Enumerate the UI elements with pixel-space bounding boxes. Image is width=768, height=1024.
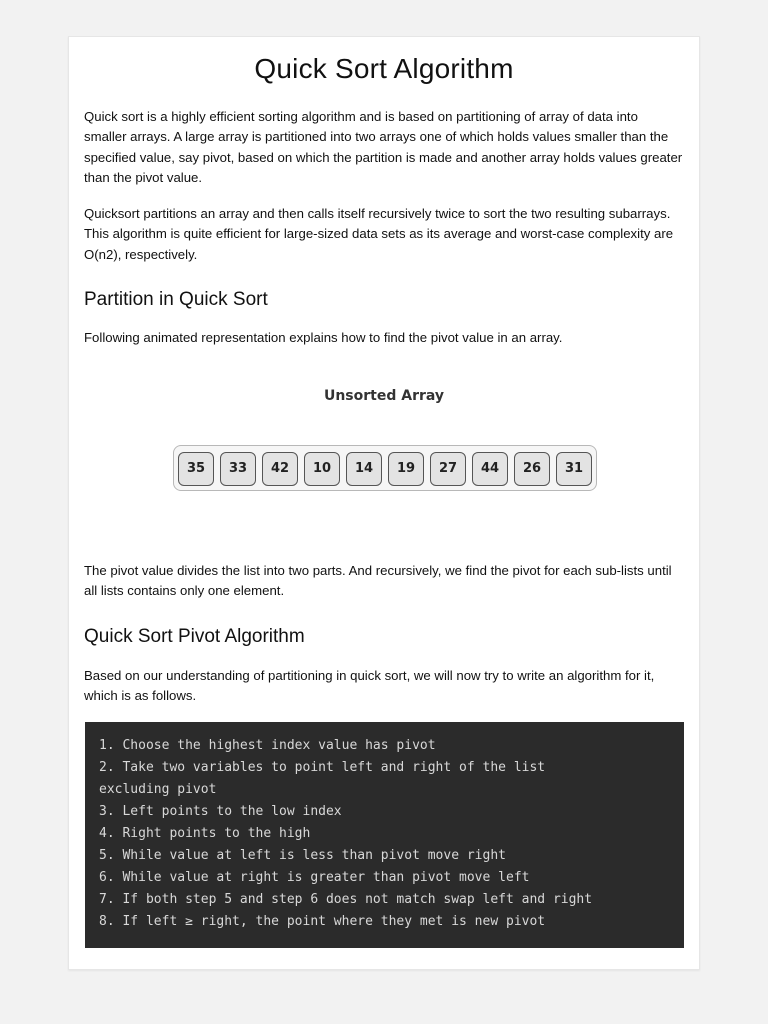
unsorted-array-figure (173, 445, 597, 491)
partition-paragraph: Following animated representation explains how to find the pivot value in an array. (84, 330, 563, 345)
algorithm-code-block (85, 722, 684, 948)
array-cell: 33 (220, 452, 256, 486)
array-cell: 31 (556, 452, 592, 486)
array-cell: 35 (178, 452, 214, 486)
array-cell: 27 (430, 452, 466, 486)
text-line: than the pivot value. (84, 169, 203, 185)
code-line: 1. Choose the highest index value has pivot (99, 738, 436, 753)
text-line: O(n2), respectively. (84, 246, 198, 262)
code-line: 7. If both step 5 and step 6 does not match swap left and right (99, 892, 593, 907)
code-line: 5. While value at left is less than pivot move right (99, 848, 506, 863)
code-line: 8. If left ≥ right, the point where they met is new pivot (99, 914, 546, 929)
section-heading-partition: Partition in Quick Sort (84, 289, 268, 310)
code-line: 3. Left points to the low index (99, 804, 342, 819)
intro-paragraph-2 (84, 204, 684, 265)
array-cell: 44 (472, 452, 508, 486)
pivot-algorithm-paragraph (84, 666, 684, 707)
text-line: which is as follows. (84, 688, 197, 704)
array-cell: 26 (514, 452, 550, 486)
array-cell: 10 (304, 452, 340, 486)
text-line: Based on our understanding of partitioning in quick sort, we will now try to write an algorithm for it, (84, 668, 655, 683)
text-line: The pivot value divides the list into two parts. And recursively, we find the pivot for each sub-lists until (84, 563, 672, 578)
code-line: excluding pivot (99, 782, 217, 797)
text-line: Quick sort is a highly efficient sorting algorithm and is based on partitioning of array of data into (84, 109, 638, 124)
document-page (68, 36, 700, 970)
figure-caption: Unsorted Array (323, 388, 445, 404)
text-line: Quicksort partitions an array and then calls itself recursively twice to sort the two resulting subarrays. (84, 206, 671, 221)
code-line: 4. Right points to the high (99, 826, 311, 841)
pivot-paragraph (84, 561, 684, 602)
array-cell: 42 (262, 452, 298, 486)
text-line: smaller arrays. A large array is partitioned into two arrays one of which holds values smaller than the (84, 129, 669, 145)
code-line: 2. Take two variables to point left and right of the list (99, 760, 546, 775)
text-line: all lists contains only one element. (84, 583, 285, 599)
section-heading-pivot-algorithm: Quick Sort Pivot Algorithm (84, 626, 305, 647)
intro-paragraph-1 (84, 107, 684, 188)
array-cell: 19 (388, 452, 424, 486)
text-line: specified value, say pivot, based on which the partition is made and another array holds values greater (84, 149, 683, 165)
array-cell: 14 (346, 452, 382, 486)
page-title: Quick Sort Algorithm (254, 53, 514, 84)
text-line: This algorithm is quite efficient for large-sized data sets as its average and worst-case complexity are (84, 226, 674, 242)
code-line: 6. While value at right is greater than pivot move left (99, 870, 530, 885)
